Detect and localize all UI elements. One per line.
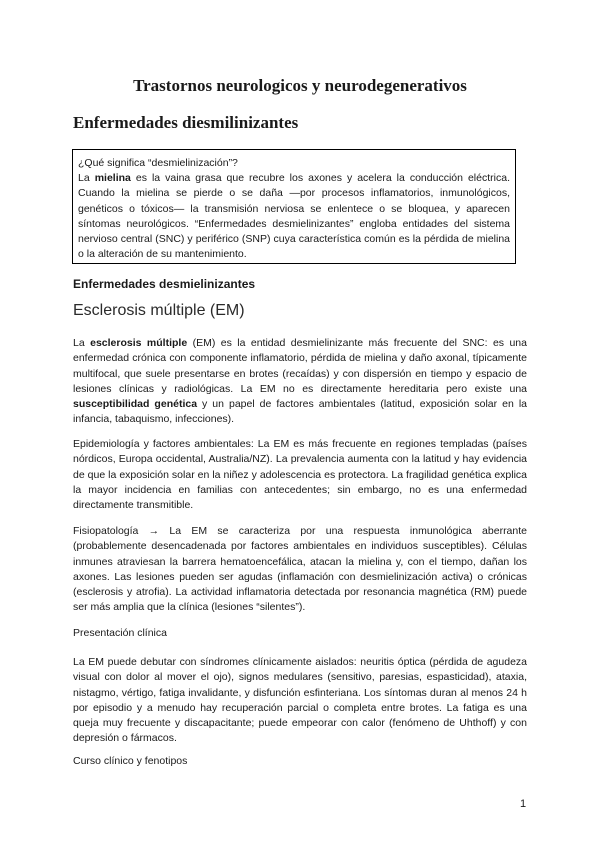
p1-text-e: y un papel de factores ambientales (latitud, exposición solar en la infancia, tabaquismo, infecciones). bbox=[73, 398, 528, 426]
callout-body bbox=[78, 171, 510, 262]
paragraph-pathophysiology: Fisiopatología → La EM se caracteriza por una respuesta inmunológica aberrante (probablemente desencadenada por factores ambientales en individuos susceptibles). Células inmunes atraviesan la barrera hematoencefálica, atacan la mielina y, con el tiempo, dañan los axones. Las lesiones pueden ser agudas (inflamación con desmielinización activa) o crónicas (esclerosis y atrofia). La actividad inflamatoria detectada por resonancia magnética (RM) puede ser más amplia que la clínica (lesiones “silentes”). bbox=[73, 525, 527, 614]
callout-bold-mielina: mielina bbox=[94, 172, 131, 185]
subheading: Enfermedades desmielinizantes bbox=[73, 277, 256, 291]
p1-bold-em: esclerosis múltiple bbox=[90, 337, 188, 349]
definition-callout-box bbox=[72, 149, 516, 264]
callout-question: ¿Qué significa “desmielinización”? bbox=[78, 157, 238, 169]
section-heading: Enfermedades diesmilinizantes bbox=[73, 113, 299, 132]
callout-text-post: es la vaina grasa que recubre los axones y acelera la conducción eléctrica. Cuando la mielina se pierde o se daña —por procesos inflamatorios, inmunológicos, genéticos o tóxicos— la transmisión nerviosa se enlentece o se bloquea, y aparecen síntomas neurológicos. “Enfermedades desmielinizantes” engloba entidades del sistema nervioso central (SNC) y periférico (SNP) cuya característica común es la pérdida de mielina o la alteración de su mantenimiento. bbox=[78, 172, 510, 261]
paragraph-epidemiology: Epidemiología y factores ambientales: La EM es más frecuente en regiones templadas (países nórdicos, Europa occidental, Australia/NZ). La prevalencia aumenta con la latitud y hay evidencia de que la exposición solar en la niñez y adolescencia es protectora. La fragilidad genética explica la mayor incidencia en familias con antecedentes; sin embargo, no es una enfermedad directamente transmitible. bbox=[73, 438, 527, 512]
topic-heading: Esclerosis múltiple (EM) bbox=[73, 302, 245, 319]
callout-text-pre: La bbox=[78, 172, 95, 185]
paragraph-clinical: La EM puede debutar con síndromes clínicamente aislados: neuritis óptica (pérdida de agudeza visual con dolor al mover el ojo), signos medulares (sensitivo, paresias, espasticidad), ataxia, nistagmo, vértigo, fatiga invalidante, y disfunción esfinteriana. Los síntomas duran al menos 24 h por episodio y a menudo hay recuperación parcial o completa entre brotes. La fatiga es una queja muy frecuente y discapacitante; puede empeorar con calor (fenómeno de Uhthoff) y con depresión o fármacos. bbox=[73, 656, 527, 745]
subsection-clinical-presentation: Presentación clínica bbox=[73, 627, 167, 639]
page-number: 1 bbox=[520, 798, 527, 810]
p1-bold-susceptibilidad: susceptibilidad genética bbox=[73, 398, 198, 411]
document-title: Trastornos neurologicos y neurodegenerativos bbox=[133, 76, 467, 95]
paragraph-definition bbox=[73, 336, 527, 428]
subsection-clinical-course: Curso clínico y fenotipos bbox=[73, 755, 188, 767]
p1-text-c: (EM) es la entidad desmielinizante más frecuente del SNC: es una enfermedad crónica con componente inflamatorio, pérdida de mielina y daño axonal, típicamente multifocal, que suele presentarse en brotes (recaídas) y con dispersión en tiempo y espacio de lesiones clínicas y radiológicas. La EM no es directamente hereditaria pero existe una bbox=[73, 337, 527, 395]
p1-text-a: La bbox=[73, 337, 91, 349]
